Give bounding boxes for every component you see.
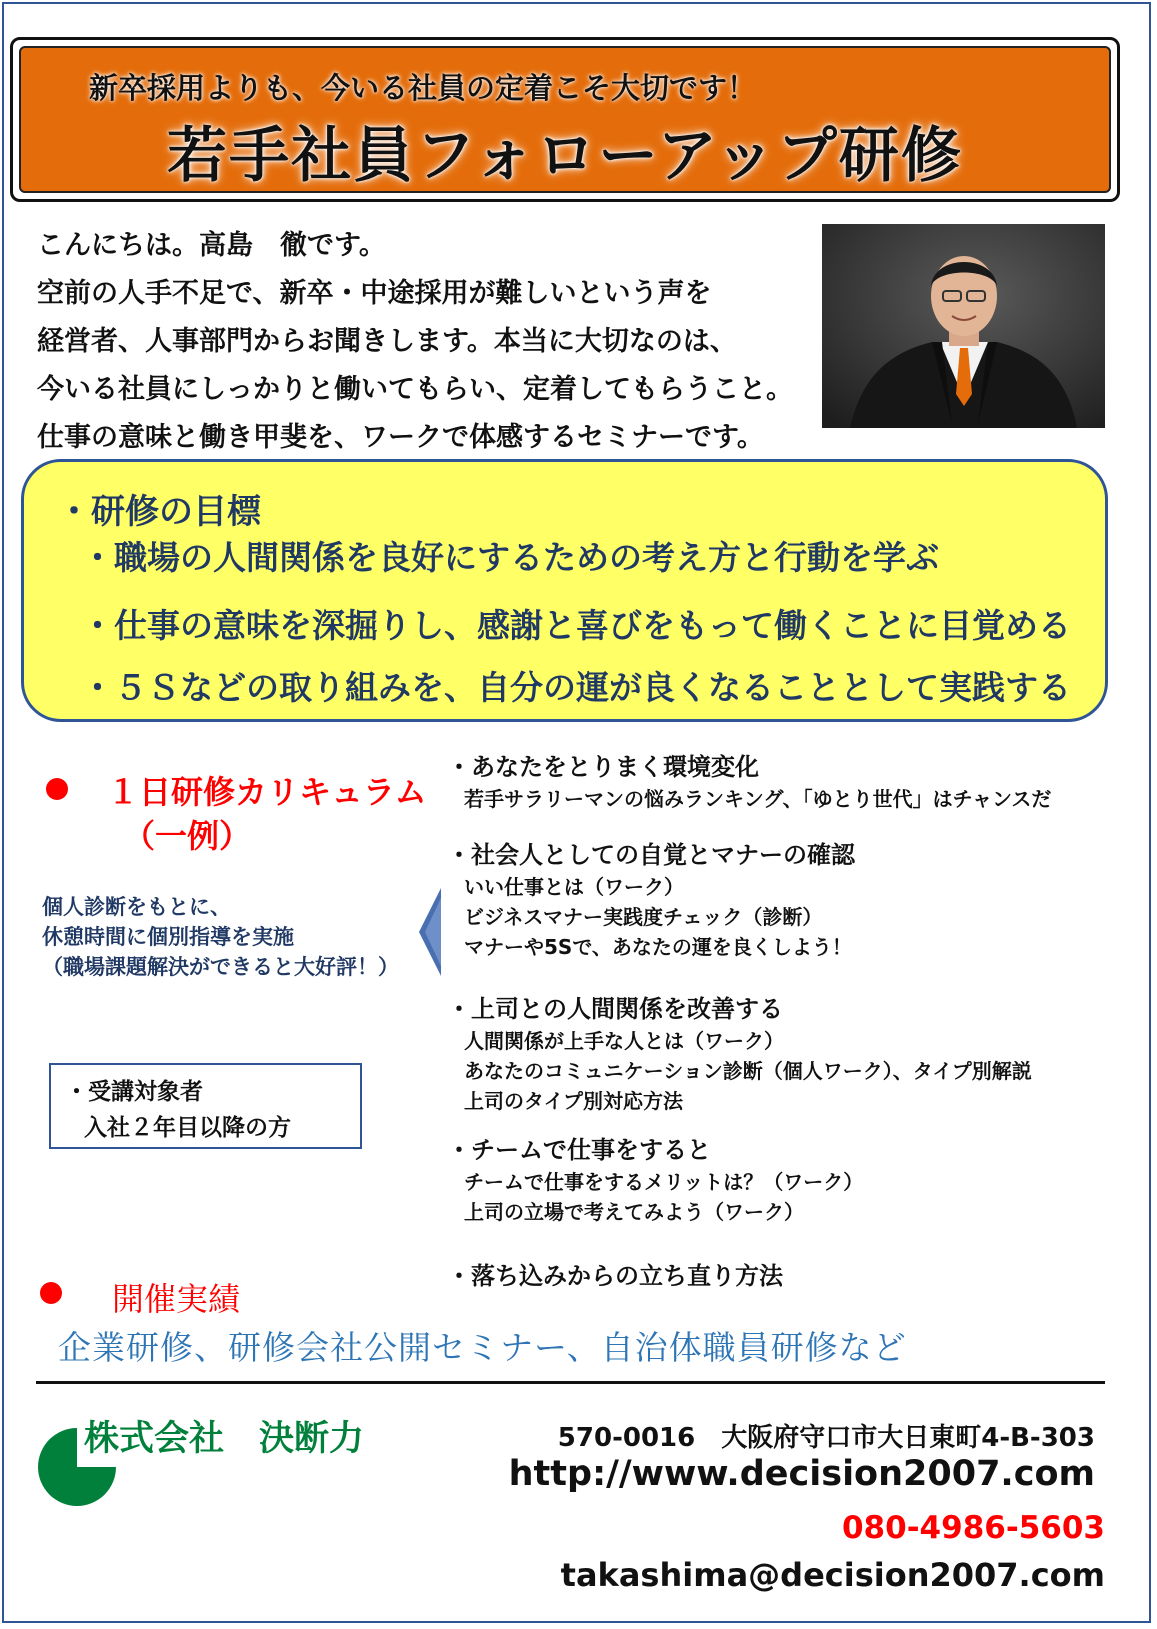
header-title: 若手社員フォローアップ研修 (167, 121, 963, 191)
section-item: 若手サラリーマンの悩みランキング、「ゆとり世代」はチャンスだ (464, 787, 1052, 811)
curriculum-section (447, 1259, 783, 1293)
curriculum-section (447, 838, 855, 962)
intro-line: 経営者、人事部門からお聞きします。本当に大切なのは、 (37, 326, 737, 357)
note-line: （職場課題解決ができると大好評！） (42, 955, 399, 979)
section-title: ・上司との人間関係を改善する (447, 995, 783, 1023)
left-arrow-icon (417, 886, 443, 978)
instructor-photo (822, 224, 1105, 428)
goal-item: ・仕事の意味を深掘りし、感謝と喜びをもって働くことに目覚める (81, 606, 1071, 645)
section-item: あなたのコミュニケーション診断（個人ワーク）、タイプ別解説 (464, 1059, 1032, 1083)
results-text: 企業研修、研修会社公開セミナー、自治体職員研修など (58, 1328, 907, 1367)
curriculum-heading-example: （一例） (123, 817, 252, 855)
section-item: マナーや5Sで、あなたの運を良くしよう！ (464, 935, 852, 959)
section-item: ビジネスマナー実践度チェック（診断） (464, 905, 823, 929)
company-email-link[interactable]: takashima@decision2007.com (560, 1556, 1105, 1594)
bullet-dot-icon (40, 1282, 62, 1304)
company-name: 株式会社 決断力 (84, 1419, 365, 1459)
divider (36, 1381, 1105, 1384)
results-heading: 開催実績 (112, 1280, 241, 1318)
note-line: 個人診断をもとに、 (42, 895, 231, 919)
company-address: 570-0016 大阪府守口市大日東町4-B-303 (557, 1423, 1095, 1453)
target-label: ・受講対象者 (65, 1079, 203, 1105)
curriculum-section (447, 750, 1051, 814)
curriculum-section (447, 1133, 863, 1227)
target-audience-box (49, 1063, 362, 1149)
intro-line: 仕事の意味と働き甲斐を、ワークで体感するセミナーです。 (37, 422, 764, 453)
note-line: 休憩時間に個別指導を実施 (42, 925, 294, 949)
section-title: ・あなたをとりまく環境変化 (447, 753, 759, 781)
section-title: ・社会人としての自覚とマナーの確認 (447, 841, 855, 869)
section-item: 上司の立場で考えてみよう（ワーク） (464, 1200, 804, 1224)
target-value: 入社２年目以降の方 (84, 1115, 291, 1141)
goals-heading: ・研修の目標 (57, 492, 261, 532)
intro-line: 空前の人手不足で、新卒・中途採用が難しいという声を (37, 278, 712, 309)
goal-item: ・職場の人間関係を良好にするための考え方と行動を学ぶ (81, 538, 939, 577)
curriculum-section (447, 992, 1032, 1116)
header-inner (19, 46, 1111, 193)
section-item: 人間関係が上手な人とは（ワーク） (464, 1029, 784, 1053)
curriculum-heading: １日研修カリキュラム (107, 773, 427, 811)
section-item: チームで仕事をするメリットは？（ワーク） (464, 1170, 864, 1194)
company-phone[interactable]: 080-4986-5603 (841, 1510, 1105, 1546)
intro-line: 今いる社員にしっかりと働いてもらい、定着してもらうこと。 (37, 374, 793, 405)
company-url-link[interactable]: http://www.decision2007.com (508, 1454, 1095, 1494)
goals-box (21, 459, 1108, 722)
section-title: ・落ち込みからの立ち直り方法 (447, 1262, 783, 1290)
section-item: 上司のタイプ別対応方法 (464, 1089, 683, 1113)
intro-text (37, 222, 827, 462)
instructor-portrait-image (822, 224, 1105, 428)
header-subtitle: 新卒採用よりも、今いる社員の定着こそ大切です！ (89, 71, 757, 105)
section-title: ・チームで仕事をすると (447, 1136, 711, 1164)
bullet-dot-icon (46, 778, 68, 800)
section-item: いい仕事とは（ワーク） (464, 875, 684, 899)
goal-item: ・５Ｓなどの取り組みを、自分の運が良くなることとして実践する (81, 668, 1071, 707)
intro-line: こんにちは。高島 徹です。 (37, 230, 386, 261)
header-banner (10, 37, 1120, 202)
individual-guidance-note (42, 892, 399, 982)
